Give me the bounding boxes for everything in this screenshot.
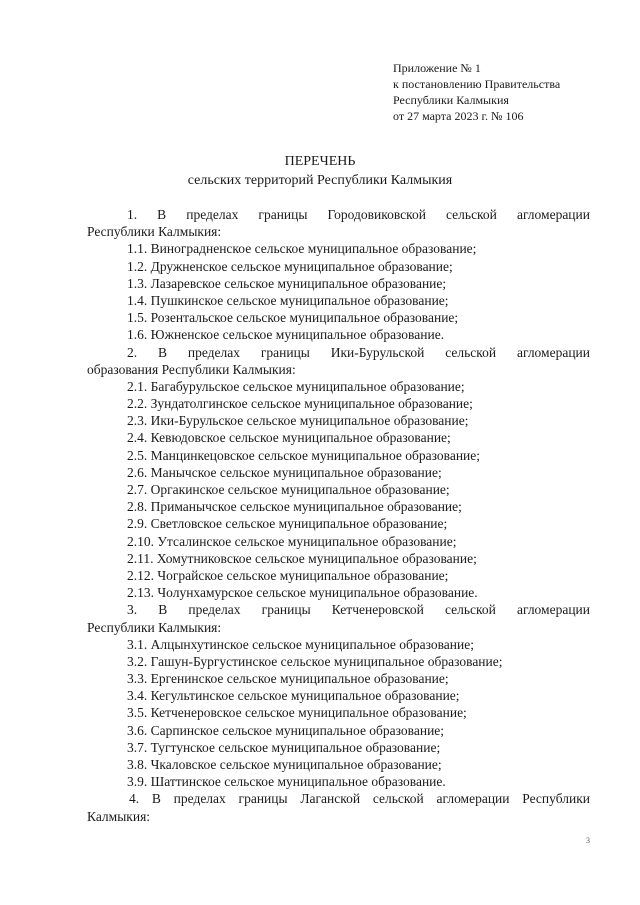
document-subtitle: сельских территорий Республики Калмыкия [187,173,453,188]
list-item: 2.11. Хомутниковское сельское муниципальное образование; [127,550,477,566]
list-item: 3.4. Кегультинское сельское муниципальное образование; [127,688,460,704]
list-item: Калмыкия: [87,808,151,824]
list-item: 2.1. Багабурульское сельское муниципальное образование; [127,378,465,394]
list-item: 3.9. Шаттинское сельское муниципальное образование. [127,774,446,790]
list-item: 2.4. Кевюдовское сельское муниципальное образование; [127,430,451,446]
list-item: Республики Калмыкия: [87,224,222,240]
list-item: 3.1. Алцынхутинское сельское муниципальное образование; [127,636,474,652]
page-number: 3 [586,836,590,845]
list-item: 1.1. Виноградненское сельское муниципальное образование; [127,241,477,257]
list-item: 1.4. Пушкинское сельское муниципальное образование; [127,292,449,308]
list-item: 2.2. Зундатолгинское сельское муниципальное образование; [127,396,473,412]
list-item: 4. В пределах границы Лаганской сельской агломерации Республики [129,791,590,807]
list-item: 2.3. Ики-Бурульское сельское муниципальное образование; [127,413,469,429]
appendix-block [393,60,560,124]
list-item: 1. В пределах границы Городовиковской сельской агломерации [127,207,590,222]
list-item: 2.10. Утсалинское сельское муниципальное образование; [127,533,457,549]
list-item: 3.5. Кетченеровское сельское муниципальное образование; [127,705,467,721]
list-item: 3. В пределах границы Кетченеровской сельской агломерации [127,602,590,618]
list-item: 3.6. Сарпинское сельское муниципальное образование; [127,722,445,738]
list-item: 1.2. Дружненское сельское муниципальное образование; [127,258,453,274]
list-item: 2.6. Манычское сельское муниципальное образование; [127,464,442,480]
list-item: 3.8. Чкаловское сельское муниципальное образование; [127,757,442,772]
appendix-line: от 27 марта 2023 г. № 106 [393,109,524,123]
list-item: 2.5. Манцинкецовское сельское муниципальное образование; [127,447,481,463]
list-item: 2.9. Светловское сельское муниципальное образование; [127,516,448,532]
list-item: Республики Калмыкия: [87,619,222,635]
list-item: 2.12. Чограйское сельское муниципальное образование; [127,567,449,583]
list-item: 1.5. Розентальское сельское муниципальное образование; [127,310,459,326]
document-title: ПЕРЕЧЕНЬ [284,154,356,169]
territory-list [87,206,590,825]
list-item: 2.7. Оргакинское сельское муниципальное образование; [127,482,450,497]
appendix-line: к постановлению Правительства [393,77,561,91]
list-item: 3.7. Тугтунское сельское муниципальное образование; [127,739,441,755]
list-item: образования Республики Калмыкия: [87,361,296,377]
list-item: 1.3. Лазаревское сельское муниципальное образование; [127,275,447,291]
list-item: 1.6. Южненское сельское муниципальное образование. [127,327,445,343]
list-item: 3.2. Гашун-Бургустинское сельское муниципальное образование; [127,653,503,669]
appendix-line: Республики Калмыкия [393,93,509,107]
list-item: 2.8. Приманычское сельское муниципальное образование; [127,499,462,515]
list-item: 2. В пределах границы Ики-Бурульской сельской агломерации [127,344,590,360]
appendix-line: Приложение № 1 [393,61,481,75]
list-item: 3.3. Ергенинское сельское муниципальное образование; [127,671,449,687]
list-item: 2.13. Чолунхамурское сельское муниципальное образование. [127,585,478,601]
